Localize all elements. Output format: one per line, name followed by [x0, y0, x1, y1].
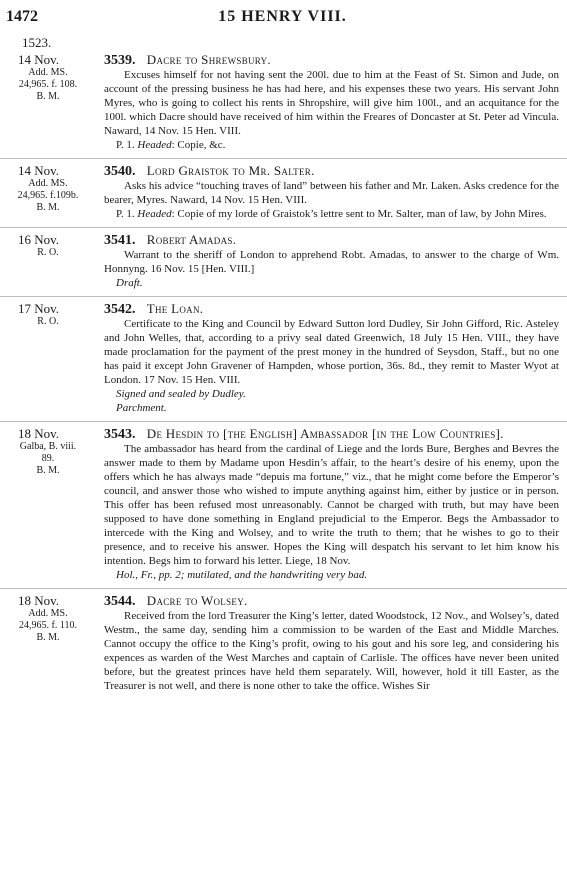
- note-suffix: : Copie, &c.: [171, 139, 226, 151]
- note-label: Headed: [137, 139, 172, 151]
- entry-source-ref: B. M.: [36, 465, 60, 476]
- note-label: Headed: [137, 208, 172, 220]
- entry-margin: [0, 301, 96, 328]
- entry-source-ref: Galba, B. viii.: [19, 441, 77, 452]
- entry-body: [104, 301, 559, 415]
- entry-heading: [104, 52, 559, 68]
- entry-note: [116, 568, 559, 582]
- entry-note: [116, 387, 559, 401]
- entry-body: [104, 426, 559, 582]
- page-number: 1472: [6, 8, 38, 25]
- entry-title: Robert Amadas.: [146, 232, 237, 247]
- entry-number: 3542.: [104, 302, 136, 317]
- calendar-entry: [0, 588, 567, 699]
- note-label: Signed and sealed by Dudley.: [116, 388, 246, 400]
- entry-title: Dacre to Shrewsbury.: [146, 52, 271, 67]
- entry-number: 3544.: [104, 594, 136, 609]
- entry-margin: [0, 52, 96, 103]
- entry-date: 14 Nov.: [18, 163, 60, 178]
- entry-note: [116, 401, 559, 415]
- entry-note: [116, 276, 559, 290]
- calendar-entry: [0, 296, 567, 421]
- entry-text: Certificate to the King and Council by Edward Sutton lord Dudley, Sir John Gifford, Ric. Asteley and John Welles, that, according to a privy seal dated Greenwich, 18 July 15 Hen. VIII., they have made proclamation for the payment of the prest money in the hundred of Seysdon, Staff., but no one has paid it except John Gravener of Hampden, whose portion, 36s. 8d., they remit to Master Wyot at London. 17 Nov. 15 Hen. VIII.: [104, 318, 559, 386]
- entry-margin: [0, 426, 96, 477]
- entry-date: 17 Nov.: [18, 301, 60, 316]
- note-suffix: : Copie of my lorde of Graistok’s lettre sent to Mr. Salter, man of law, by John Mires.: [171, 208, 547, 220]
- calendar-entries: [0, 52, 567, 699]
- entry-body: [104, 52, 559, 152]
- entry-heading: [104, 426, 559, 442]
- note-label: Draft.: [116, 277, 143, 289]
- entry-date: 18 Nov.: [18, 593, 60, 608]
- entry-source-ref: R. O.: [37, 247, 59, 258]
- entry-margin: [0, 232, 96, 259]
- entry-source-ref: Add. MS.: [28, 67, 68, 78]
- entry-source-ref: 24,965. f. 108.: [18, 79, 78, 90]
- entry-source-ref: B. M.: [36, 632, 60, 643]
- calendar-entry: [0, 227, 567, 296]
- entry-body: [104, 593, 559, 693]
- entry-source-ref: Add. MS.: [28, 608, 68, 619]
- entry-date: 16 Nov.: [18, 232, 60, 247]
- running-head: 15 HENRY VIII.: [218, 8, 347, 25]
- entry-source-ref: 24,965. f.109b.: [17, 190, 79, 201]
- entry-heading: [104, 301, 559, 317]
- entry-source-ref: 89.: [41, 453, 55, 464]
- year-heading: 1523.: [22, 35, 52, 50]
- entry-number: 3541.: [104, 233, 136, 248]
- entry-text: Asks his advice “touching traves of land” between his father and Mr. Laken. Asks credence for the bearer, Myres. Naward, 14 Nov. 15 Hen. VIII.: [104, 180, 559, 206]
- entry-number: 3539.: [104, 53, 136, 68]
- entry-source-ref: Add. MS.: [28, 178, 68, 189]
- entry-date: 14 Nov.: [18, 52, 60, 67]
- entry-number: 3540.: [104, 164, 136, 179]
- note-label: Parchment.: [116, 402, 167, 414]
- note-prefix: P. 1.: [116, 139, 138, 151]
- entry-note: [116, 207, 559, 221]
- entry-title: De Hesdin to [the English] Ambassador [in the Low Countries].: [146, 426, 504, 441]
- page-header: [6, 4, 559, 30]
- entry-text: Received from the lord Treasurer the King’s letter, dated Woodstock, 12 Nov., and Wolsey’s, dated Westm., the same day, sending him a commission to be warden of the East and Middle Marches. Cannot occupy the office to the King’s profit, owing to his gout and his sore leg, and considering his expences as warden of the West Marches and captain of Carlisle. The offices have never been united before, but the greatest princes have held them separately. Will, however, hold it till Easter, as the Treasurer is not well, and there is none other to take the office. Wishes Sir: [104, 610, 559, 692]
- entry-source-ref: B. M.: [36, 91, 60, 102]
- entry-text: Warrant to the sheriff of London to apprehend Robt. Amadas, to answer to the charge of Wm. Honnyng. 16 Nov. 15 [Hen. VIII.]: [104, 249, 559, 275]
- calendar-entry: [0, 158, 567, 227]
- entry-title: The Loan.: [146, 301, 204, 316]
- entry-margin: [0, 593, 96, 644]
- note-label: Hol., Fr., pp. 2; mutilated, and the handwriting very bad.: [116, 569, 368, 581]
- entry-body: [104, 232, 559, 290]
- calendar-entry: [0, 421, 567, 588]
- entry-source-ref: 24,965. f. 110.: [19, 620, 77, 631]
- entry-source-ref: B. M.: [36, 202, 60, 213]
- entry-heading: [104, 163, 559, 179]
- entry-title: Dacre to Wolsey.: [146, 593, 248, 608]
- entry-text: Excuses himself for not having sent the 200l. due to him at the Feast of St. Simon and Jude, on account of the pressing business he has had here, and his expenses these two years. His servant John Myres, who is going to collect his rents in Shropshire, will give him 100l., and an acquitance for the 100l. which Dacre should have received of him within the Freares of Doncaster at St. Peter ad Vincula. Naward, 14 Nov. 15 Hen. VIII.: [104, 69, 559, 137]
- entry-text: The ambassador has heard from the cardinal of Liege and the lords Bure, Berghes and Bevres the answer made to them by Madame upon Hesdin’s affair, to the heart’s desire of his enemy, upon the offers which he has always made “depuis ma fortune,” viz., that he might come before the Emperor’s council, and answer those who wished to impute anything against him, either by justice or in person. This offer has been refused most unreasonably. Cannot be charged with truth, but may have been supposed to have done something in England prejudicial to the Emperor. Begs the Ambassador to intercede with the King and Wolsey, and to write the truth to them; that he wishes to go to their presence, and to receive his answer. Hopes the King will despatch his servant to let him know his intention. Begs him to forward his letter. Liege, 18 Nov.: [104, 443, 559, 567]
- entry-date: 18 Nov.: [18, 426, 60, 441]
- entry-source-ref: R. O.: [37, 316, 59, 327]
- entry-title: Lord Graistok to Mr. Salter.: [146, 163, 315, 178]
- entry-note: [116, 138, 559, 152]
- entry-margin: [0, 163, 96, 214]
- entry-heading: [104, 593, 559, 609]
- calendar-entry: [0, 52, 567, 158]
- entry-number: 3543.: [104, 427, 136, 442]
- entry-body: [104, 163, 559, 221]
- note-prefix: P. 1.: [116, 208, 138, 220]
- entry-heading: [104, 232, 559, 248]
